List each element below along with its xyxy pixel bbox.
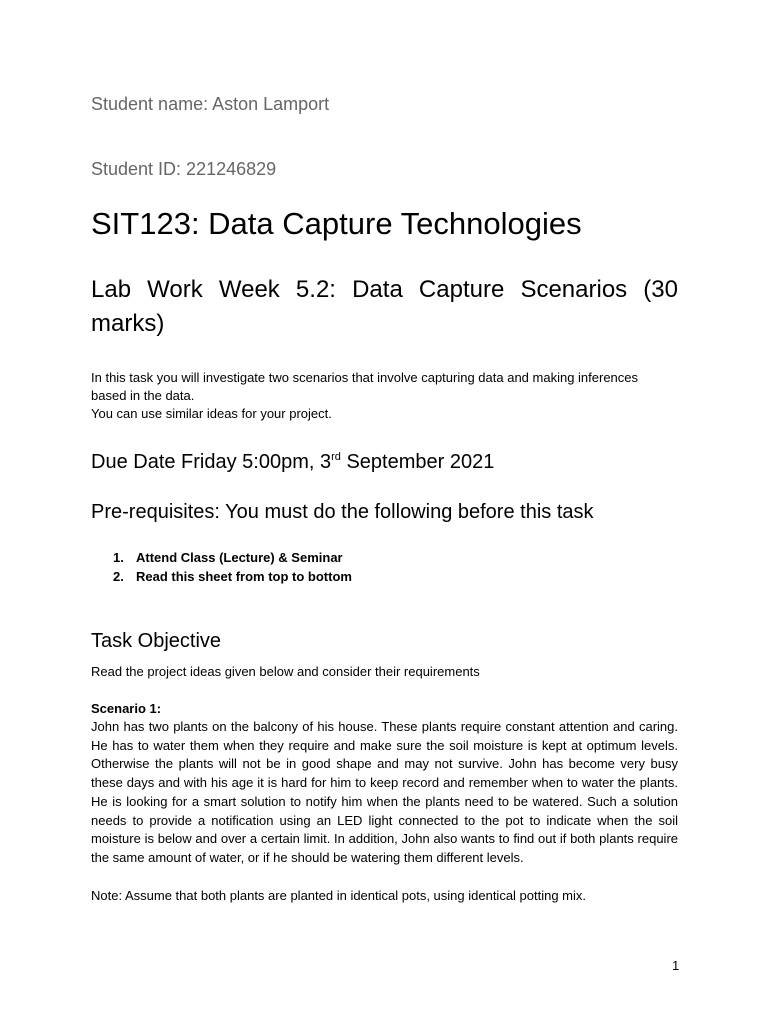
intro-line-2: based in the data.: [91, 388, 195, 403]
page-number: 1: [672, 958, 680, 973]
lab-title-line1: Lab Work Week 5.2: Data Capture Scenarios (30: [91, 276, 678, 303]
list-text: Read this sheet from top to bottom: [136, 569, 352, 584]
list-text: Attend Class (Lecture) & Seminar: [136, 550, 343, 565]
list-item: [113, 567, 352, 586]
list-number: 1.: [113, 550, 124, 565]
task-objective-heading: Task Objective: [91, 630, 222, 652]
lab-title-line2: marks): [91, 310, 165, 337]
prerequisites-list: [113, 548, 352, 586]
scenario1-note: Note: Assume that both plants are planted in identical pots, using identical potting mix.: [91, 888, 587, 903]
prerequisites-heading: Pre-requisites: You must do the following before this task: [91, 501, 594, 523]
list-number: 2.: [113, 569, 124, 584]
due-date-prefix: Due Date Friday 5:00pm, 3: [91, 451, 332, 473]
scenario1-heading: Scenario 1:: [91, 701, 162, 716]
course-title: SIT123: Data Capture Technologies: [91, 206, 582, 241]
student-name: Student name: Aston Lamport: [91, 94, 330, 114]
due-date: [91, 449, 494, 475]
scenario1-body: John has two plants on the balcony of his house. These plants require constant attention and caring. He has to water them when they require and make sure the soil moisture is kept at optimum levels. Otherwise the plants will not be in good shape and may not survive. John has become very busy these days and with his age it is hard for him to keep record and remember when to water the plants. He is looking for a smart solution to notify him when the plants need to be watered. Such a solution needs to provide a notification using an LED light connected to the pot to indicate when the soil moisture is below and over a certain limit. In addition, John also wants to find out if both plants require the same amount of water, or if he should be watering them different levels.: [91, 719, 678, 865]
lab-title: [91, 273, 678, 307]
due-date-suffix: September 2021: [340, 451, 495, 473]
student-id: Student ID: 221246829: [91, 159, 277, 179]
task-objective-text: Read the project ideas given below and consider their requirements: [91, 664, 480, 679]
due-date-superscript: rd: [331, 451, 341, 463]
intro-line-1: In this task you will investigate two scenarios that involve capturing data and making inferences: [91, 370, 639, 385]
intro-line-3: You can use similar ideas for your project.: [91, 406, 332, 421]
list-item: [113, 548, 352, 567]
